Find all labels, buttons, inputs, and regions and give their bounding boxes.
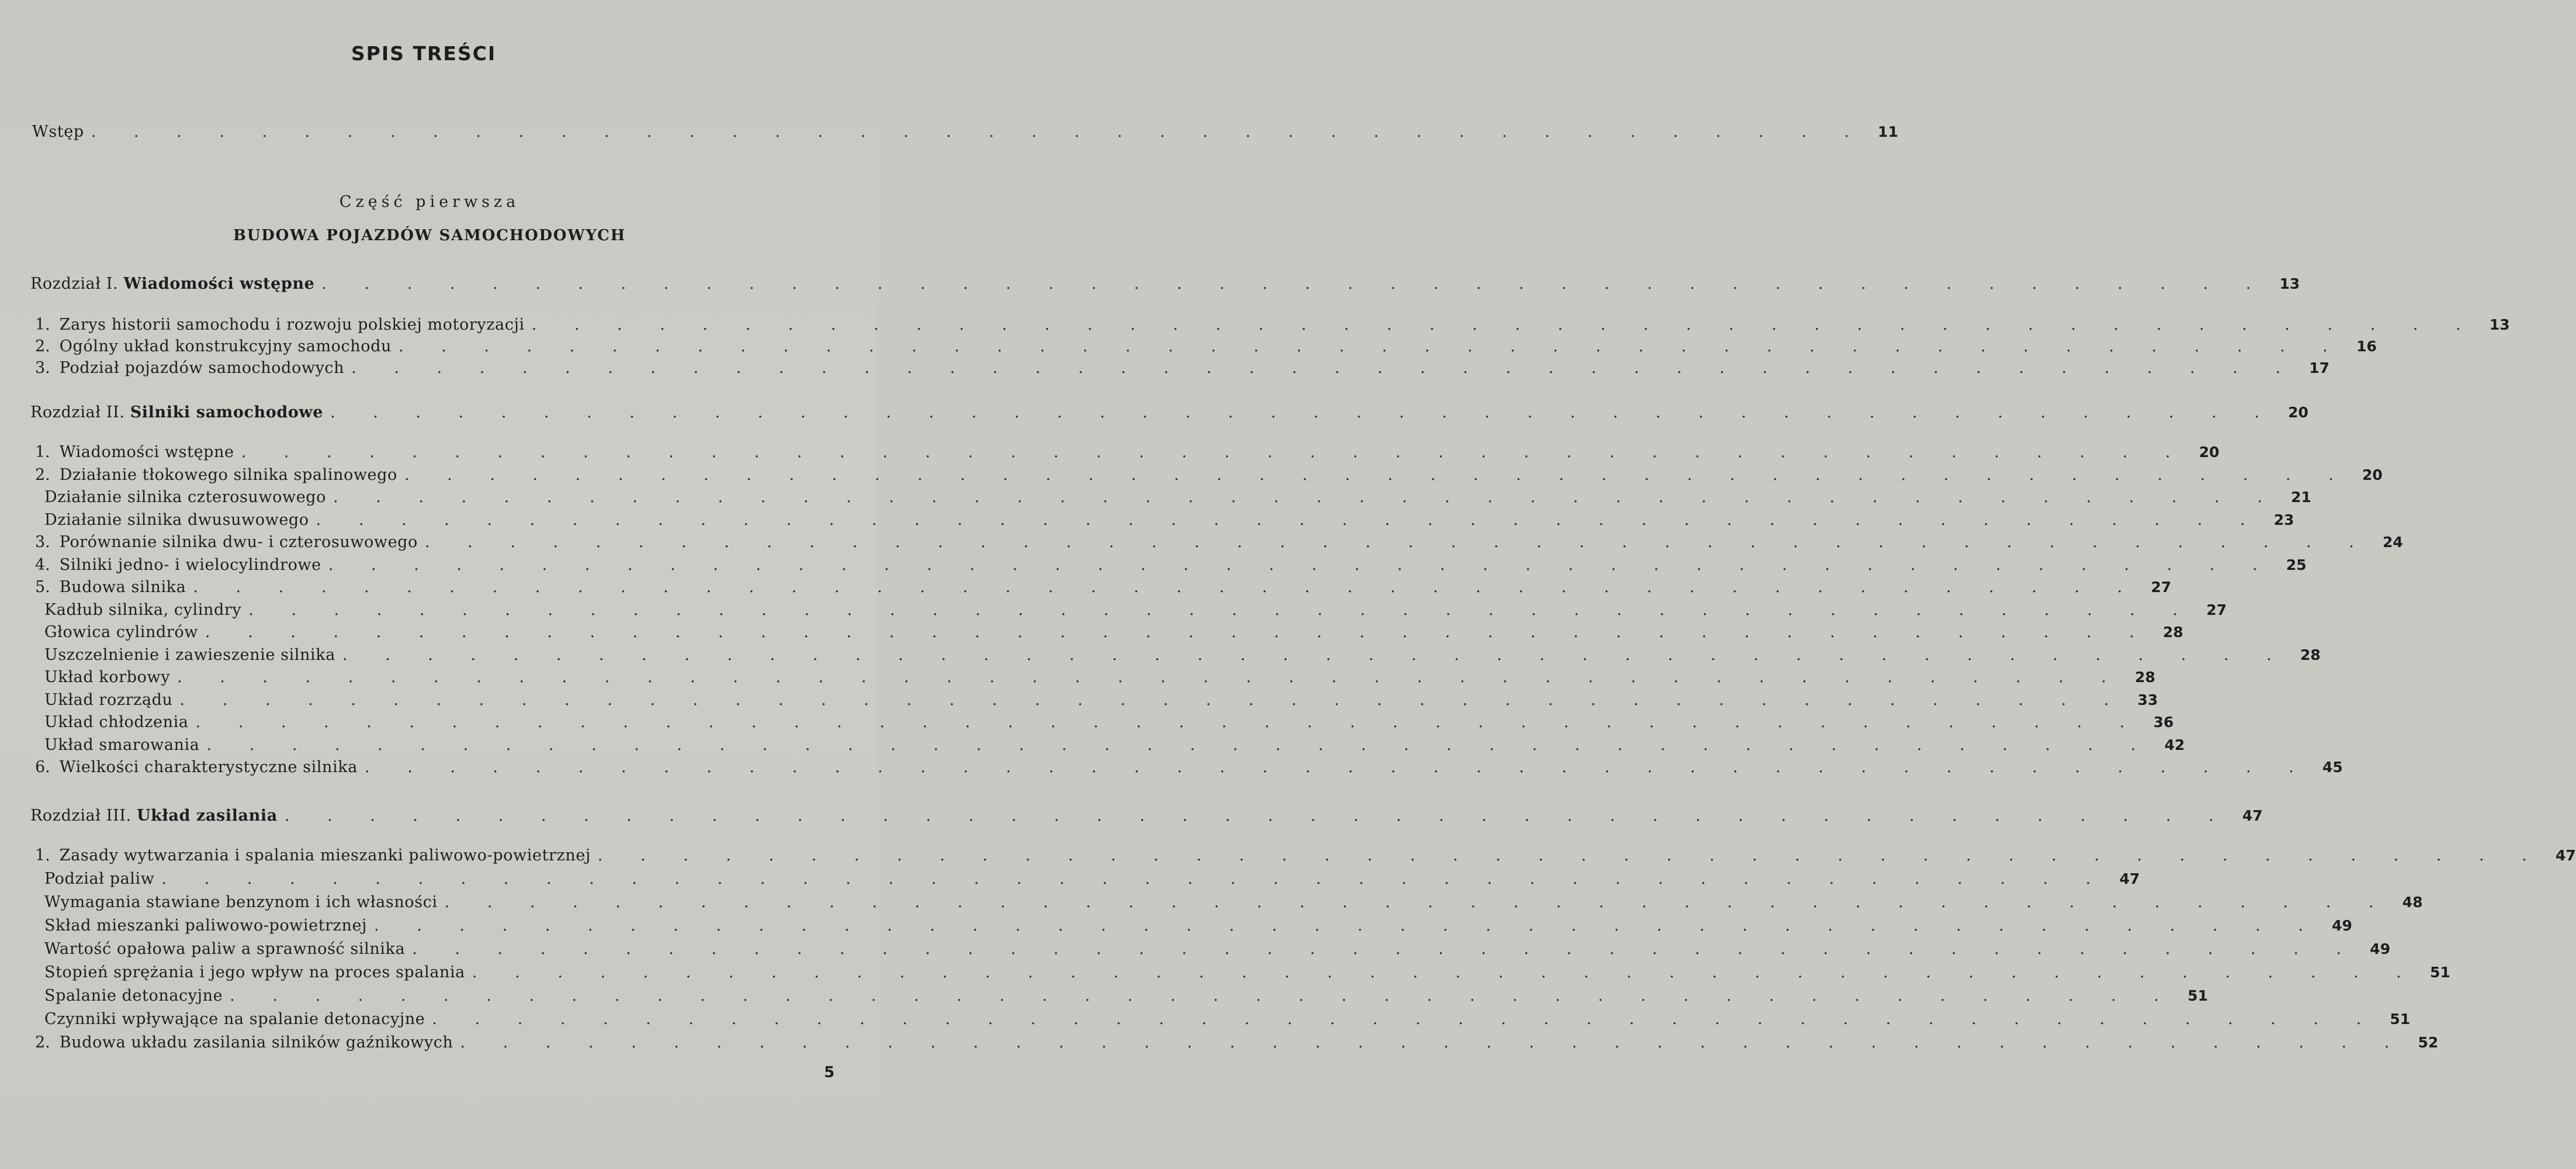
toc-entry-label: Ogólny układ konstrukcyjny samochodu bbox=[59, 337, 392, 355]
toc-entry-label: Wstęp bbox=[32, 123, 84, 141]
dot-leader: . . . . . . . . . . . . . . . . . . . . . . . . . . . . . . . . . . . . . . . . . . . . . . bbox=[472, 963, 2418, 981]
toc-page-number: 28 bbox=[2163, 624, 2183, 641]
chapter-prefix: Rozdział III. bbox=[30, 807, 131, 825]
toc-entry-number: 4. bbox=[35, 555, 50, 574]
dot-leader: . . . . . . . . . . . . . . . . . . . . . . . . . . . . . . . . . . . . . . . . . . . . . . bbox=[193, 578, 2139, 596]
toc-entry-label: Wielkości charakterystyczne silnika bbox=[59, 758, 358, 776]
toc-entry-label: Kadłub silnika, cylindry bbox=[44, 600, 242, 619]
toc-page-number: 48 bbox=[2402, 894, 2423, 911]
toc-page-number: 51 bbox=[2430, 964, 2450, 981]
dot-leader: . . . . . . . . . . . . . . . . . . . . . . . . . . . . . . . . . . . . . . . . . . . . . . bbox=[364, 758, 2310, 776]
toc-entry bbox=[35, 893, 2423, 914]
dot-leader: . . . . . . . . . . . . . . . . . . . . . . . . . . . . . . . . . . . . . . . . . . . . . . bbox=[460, 1033, 2406, 1052]
dot-leader: . . . . . . . . . . . . . . . . . . . . . . . . . . . . . . . . . . . . . . . . . . . . . . bbox=[404, 465, 2350, 484]
toc-entry-label: Podział paliw bbox=[44, 870, 155, 888]
toc-entry-label: Porównanie silnika dwu- i czterosuwowego bbox=[59, 533, 418, 551]
toc-entry bbox=[35, 916, 2353, 938]
toc-entry bbox=[35, 870, 2140, 891]
chapter-title bbox=[30, 275, 314, 293]
toc-entry-label: Wiadomości wstępne bbox=[59, 443, 234, 461]
toc-entry bbox=[35, 645, 2321, 667]
chapter-name: Układ zasilania bbox=[136, 807, 278, 825]
toc-page-number: 49 bbox=[2370, 940, 2391, 957]
toc-entry-label: Wartość opałowa paliw a sprawność silnika bbox=[44, 940, 406, 958]
toc-entry bbox=[35, 713, 2174, 734]
toc-page-number: 52 bbox=[2418, 1034, 2439, 1051]
toc-entry-label: Spalanie detonacyjne bbox=[44, 987, 223, 1005]
toc-entry-number: 1. bbox=[35, 443, 50, 461]
toc-entry-label: Głowica cylindrów bbox=[44, 623, 198, 641]
toc-entry bbox=[35, 940, 2391, 961]
dot-leader: . . . . . . . . . . . . . . . . . . . . . . . . . . . . . . . . . . . . . . . . . . . . . . bbox=[205, 623, 2151, 641]
toc-entry-label: Działanie tłokowego silnika spalinowego bbox=[59, 465, 397, 484]
toc-page-number: 21 bbox=[2291, 489, 2312, 506]
dot-leader: . . . . . . . . . . . . . . . . . . . . . . . . . . . . . . . . . . . . . . . . . . . . . . bbox=[333, 488, 2279, 506]
toc-page-number: 25 bbox=[2286, 556, 2307, 573]
toc-entry bbox=[35, 359, 2330, 380]
toc-entry bbox=[35, 316, 2510, 337]
toc-page-number: 17 bbox=[2309, 359, 2330, 376]
toc-entry-label: Wymagania stawiane benzynom i ich własności bbox=[44, 893, 438, 911]
toc-page-number: 47 bbox=[2242, 807, 2263, 824]
toc-page-number: 45 bbox=[2322, 759, 2343, 776]
toc-page-number: 24 bbox=[2383, 534, 2403, 551]
chapter-prefix: Rozdział I. bbox=[30, 275, 119, 293]
toc-page-number: 51 bbox=[2390, 1011, 2411, 1028]
toc-page-number: 47 bbox=[2119, 870, 2140, 887]
toc-entry bbox=[35, 600, 2227, 622]
toc-page-number: 42 bbox=[2164, 736, 2185, 753]
toc-page-number: 11 bbox=[1878, 123, 1899, 140]
toc-entry-label: Zasady wytwarzania i spalania mieszanki paliwowo-powietrznej bbox=[59, 846, 591, 864]
dot-leader: . . . . . . . . . . . . . . . . . . . . . . . . . . . . . . . . . . . . . . . . . . . . . . bbox=[179, 690, 2125, 709]
toc-entry bbox=[35, 555, 2307, 577]
toc-entry bbox=[35, 668, 2156, 689]
toc-entry-number: 1. bbox=[35, 316, 50, 334]
page-folio: 5 bbox=[824, 1064, 835, 1081]
toc-page-number: 13 bbox=[2279, 275, 2300, 292]
toc-entry-number: 2. bbox=[35, 337, 50, 355]
toc-page-number: 33 bbox=[2137, 691, 2158, 708]
dot-leader: . . . . . . . . . . . . . . . . . . . . . . . . . . . . . . . . . . . . . . . . . . . . . . bbox=[241, 443, 2187, 461]
toc-entry bbox=[35, 578, 2172, 599]
dot-leader: . . . . . . . . . . . . . . . . . . . . . . . . . . . . . . . . . . . . . . . . . . . . . . bbox=[248, 600, 2194, 619]
dot-leader: . . . . . . . . . . . . . . . . . . . . . . . . . . . . . . . . . . . . . . . . . . . . . . bbox=[412, 940, 2358, 958]
chapter-prefix: Rozdział II. bbox=[30, 403, 125, 421]
toc-page-number: 36 bbox=[2153, 714, 2174, 731]
toc-entry bbox=[35, 488, 2312, 509]
toc-entry-number: 3. bbox=[35, 533, 50, 551]
toc-entry-number: 3. bbox=[35, 359, 50, 377]
toc-chapter-heading bbox=[30, 403, 2309, 424]
toc-entry bbox=[35, 690, 2158, 712]
dot-leader: . . . . . . . . . . . . . . . . . . . . . . . . . . . . . . . . . . . . . . . . . . . . . . bbox=[424, 533, 2370, 551]
part-label: Część pierwsza bbox=[339, 193, 520, 211]
dot-leader: . . . . . . . . . . . . . . . . . . . . . . . . . . . . . . . . . . . . . . . . . . . . . . bbox=[177, 668, 2123, 686]
dot-leader: . . . . . . . . . . . . . . . . . . . . . . . . . . . . . . . . . . . . . . . . . . . . . . bbox=[444, 893, 2390, 911]
dot-leader: . . . . . . . . . . . . . . . . . . . . . . . . . . . . . . . . . . . . . . . . . . . . . . bbox=[398, 337, 2344, 355]
dot-leader: . . . . . . . . . . . . . . . . . . . . . . . . . . . . . . . . . . . . . . . . . . . . . . bbox=[316, 510, 2262, 529]
toc-page-number: 51 bbox=[2187, 987, 2208, 1004]
dot-leader: . . . . . . . . . . . . . . . . . . . . . . . . . . . . . . . . . . . . . . . . . . . . . . bbox=[230, 987, 2176, 1005]
toc-entry-label: Zarys historii samochodu i rozwoju polskiej motoryzacji bbox=[59, 316, 525, 334]
toc-page-number: 20 bbox=[2198, 444, 2220, 461]
toc-entry-label: Działanie silnika dwusuwowego bbox=[44, 510, 309, 529]
toc-entry-number: 2. bbox=[35, 465, 50, 484]
dot-leader: . . . . . . . . . . . . . . . . . . . . . . . . . . . . . . . . . . . . . . . . . . . . . . bbox=[328, 555, 2274, 574]
part-title: BUDOWA POJAZDÓW SAMOCHODOWYCH bbox=[233, 227, 626, 244]
page-title: SPIS TREŚCI bbox=[351, 42, 497, 65]
toc-entry-number: 5. bbox=[35, 578, 50, 596]
toc-page-number: 28 bbox=[2300, 646, 2321, 663]
dot-leader: . . . . . . . . . . . . . . . . . . . . . . . . . . . . . . . . . . . . . . . . . . bbox=[91, 123, 1866, 141]
toc-page-number: 20 bbox=[2288, 404, 2309, 421]
toc-entry-label: Skład mieszanki paliwowo-powietrznej bbox=[44, 916, 368, 935]
toc-entry bbox=[35, 510, 2294, 532]
dot-leader: . . . . . . . . . . . . . . . . . . . . . . . . . . . . . . . . . . . . . . . . . . . . . . bbox=[342, 645, 2288, 664]
toc-entry bbox=[35, 846, 2576, 867]
toc-entry-label: Układ rozrządu bbox=[44, 690, 173, 709]
toc-entry bbox=[35, 963, 2450, 984]
toc-entry bbox=[35, 443, 2220, 464]
dot-leader: . . . . . . . . . . . . . . . . . . . . . . . . . . . . . . . . . . . . . . . . . . . . . . bbox=[531, 316, 2477, 334]
toc-entry-label: Układ chłodzenia bbox=[44, 713, 189, 731]
toc-entry-label: Czynniki wpływające na spalanie detonacyjne bbox=[44, 1010, 425, 1028]
dot-leader: . . . . . . . . . . . . . . . . . . . . . . . . . . . . . . . . . . . . . . . . . . . . . . bbox=[374, 916, 2320, 935]
toc-page-number: 20 bbox=[2362, 466, 2383, 483]
toc-entry bbox=[35, 987, 2208, 1008]
toc-chapter-heading bbox=[30, 807, 2263, 828]
toc-page-number: 27 bbox=[2206, 601, 2227, 618]
toc-page-number: 23 bbox=[2273, 511, 2294, 528]
toc-chapter-heading bbox=[30, 275, 2300, 296]
toc-entry-label: Budowa układu zasilania silników gaźnikowych bbox=[59, 1033, 453, 1052]
toc-entry-label: Stopień sprężania i jego wpływ na proces spalania bbox=[44, 963, 465, 981]
toc-entry bbox=[35, 337, 2377, 358]
toc-page-number: 16 bbox=[2356, 338, 2377, 355]
toc-entry bbox=[35, 1010, 2411, 1031]
toc-entry-label: Układ korbowy bbox=[44, 668, 171, 686]
dot-leader: . . . . . . . . . . . . . . . . . . . . . . . . . . . . . . . . . . . . . . . . . . . . . . bbox=[206, 735, 2152, 754]
dot-leader: . . . . . . . . . . . . . . . . . . . . . . . . . . . . . . . . . . . . . . . . . . . . . . bbox=[321, 275, 2267, 293]
chapter-title bbox=[30, 403, 323, 421]
chapter-name: Wiadomości wstępne bbox=[123, 275, 315, 293]
toc-entry-number: 6. bbox=[35, 758, 50, 776]
toc-entry bbox=[35, 758, 2343, 779]
toc-entry-intro bbox=[32, 123, 1899, 144]
toc-entry-label: Układ smarowania bbox=[44, 735, 200, 754]
dot-leader: . . . . . . . . . . . . . . . . . . . . . . . . . . . . . . . . . . . . . . . . . . . . . . bbox=[351, 359, 2297, 377]
toc-entry bbox=[35, 533, 2403, 554]
toc-entry bbox=[35, 1033, 2439, 1054]
dot-leader: . . . . . . . . . . . . . . . . . . . . . . . . . . . . . . . . . . . . . . . . . . . . . . bbox=[597, 846, 2543, 864]
dot-leader: . . . . . . . . . . . . . . . . . . . . . . . . . . . . . . . . . . . . . . . . . . . . . . bbox=[195, 713, 2141, 731]
toc-entry-number: 2. bbox=[35, 1033, 50, 1052]
toc-entry-label: Budowa silnika bbox=[59, 578, 186, 596]
toc-page-number: 47 bbox=[2556, 847, 2576, 864]
toc-entry-label: Działanie silnika czterosuwowego bbox=[44, 488, 327, 506]
toc-page-number: 27 bbox=[2151, 579, 2172, 596]
chapter-name: Silniki samochodowe bbox=[130, 403, 324, 421]
toc-entry bbox=[35, 623, 2183, 644]
toc-page-number: 28 bbox=[2135, 669, 2156, 686]
toc-entry bbox=[35, 735, 2185, 757]
toc-page-number: 49 bbox=[2332, 917, 2353, 934]
toc-entry-label: Uszczelnienie i zawieszenie silnika bbox=[44, 645, 335, 664]
dot-leader: . . . . . . . . . . . . . . . . . . . . . . . . . . . . . . . . . . . . . . . . . . . . . . bbox=[284, 807, 2230, 825]
chapter-title bbox=[30, 807, 278, 825]
dot-leader: . . . . . . . . . . . . . . . . . . . . . . . . . . . . . . . . . . . . . . . . . . . . . . bbox=[161, 870, 2107, 888]
toc-entry bbox=[35, 465, 2383, 487]
dot-leader: . . . . . . . . . . . . . . . . . . . . . . . . . . . . . . . . . . . . . . . . . . . . . . bbox=[432, 1010, 2378, 1028]
toc-entry-label: Silniki jedno- i wielocylindrowe bbox=[59, 555, 321, 574]
toc-entry-label: Podział pojazdów samochodowych bbox=[59, 359, 345, 377]
toc-page-number: 13 bbox=[2489, 316, 2510, 333]
toc-entry-number: 1. bbox=[35, 846, 50, 864]
dot-leader: . . . . . . . . . . . . . . . . . . . . . . . . . . . . . . . . . . . . . . . . . . . . . . bbox=[330, 403, 2276, 421]
